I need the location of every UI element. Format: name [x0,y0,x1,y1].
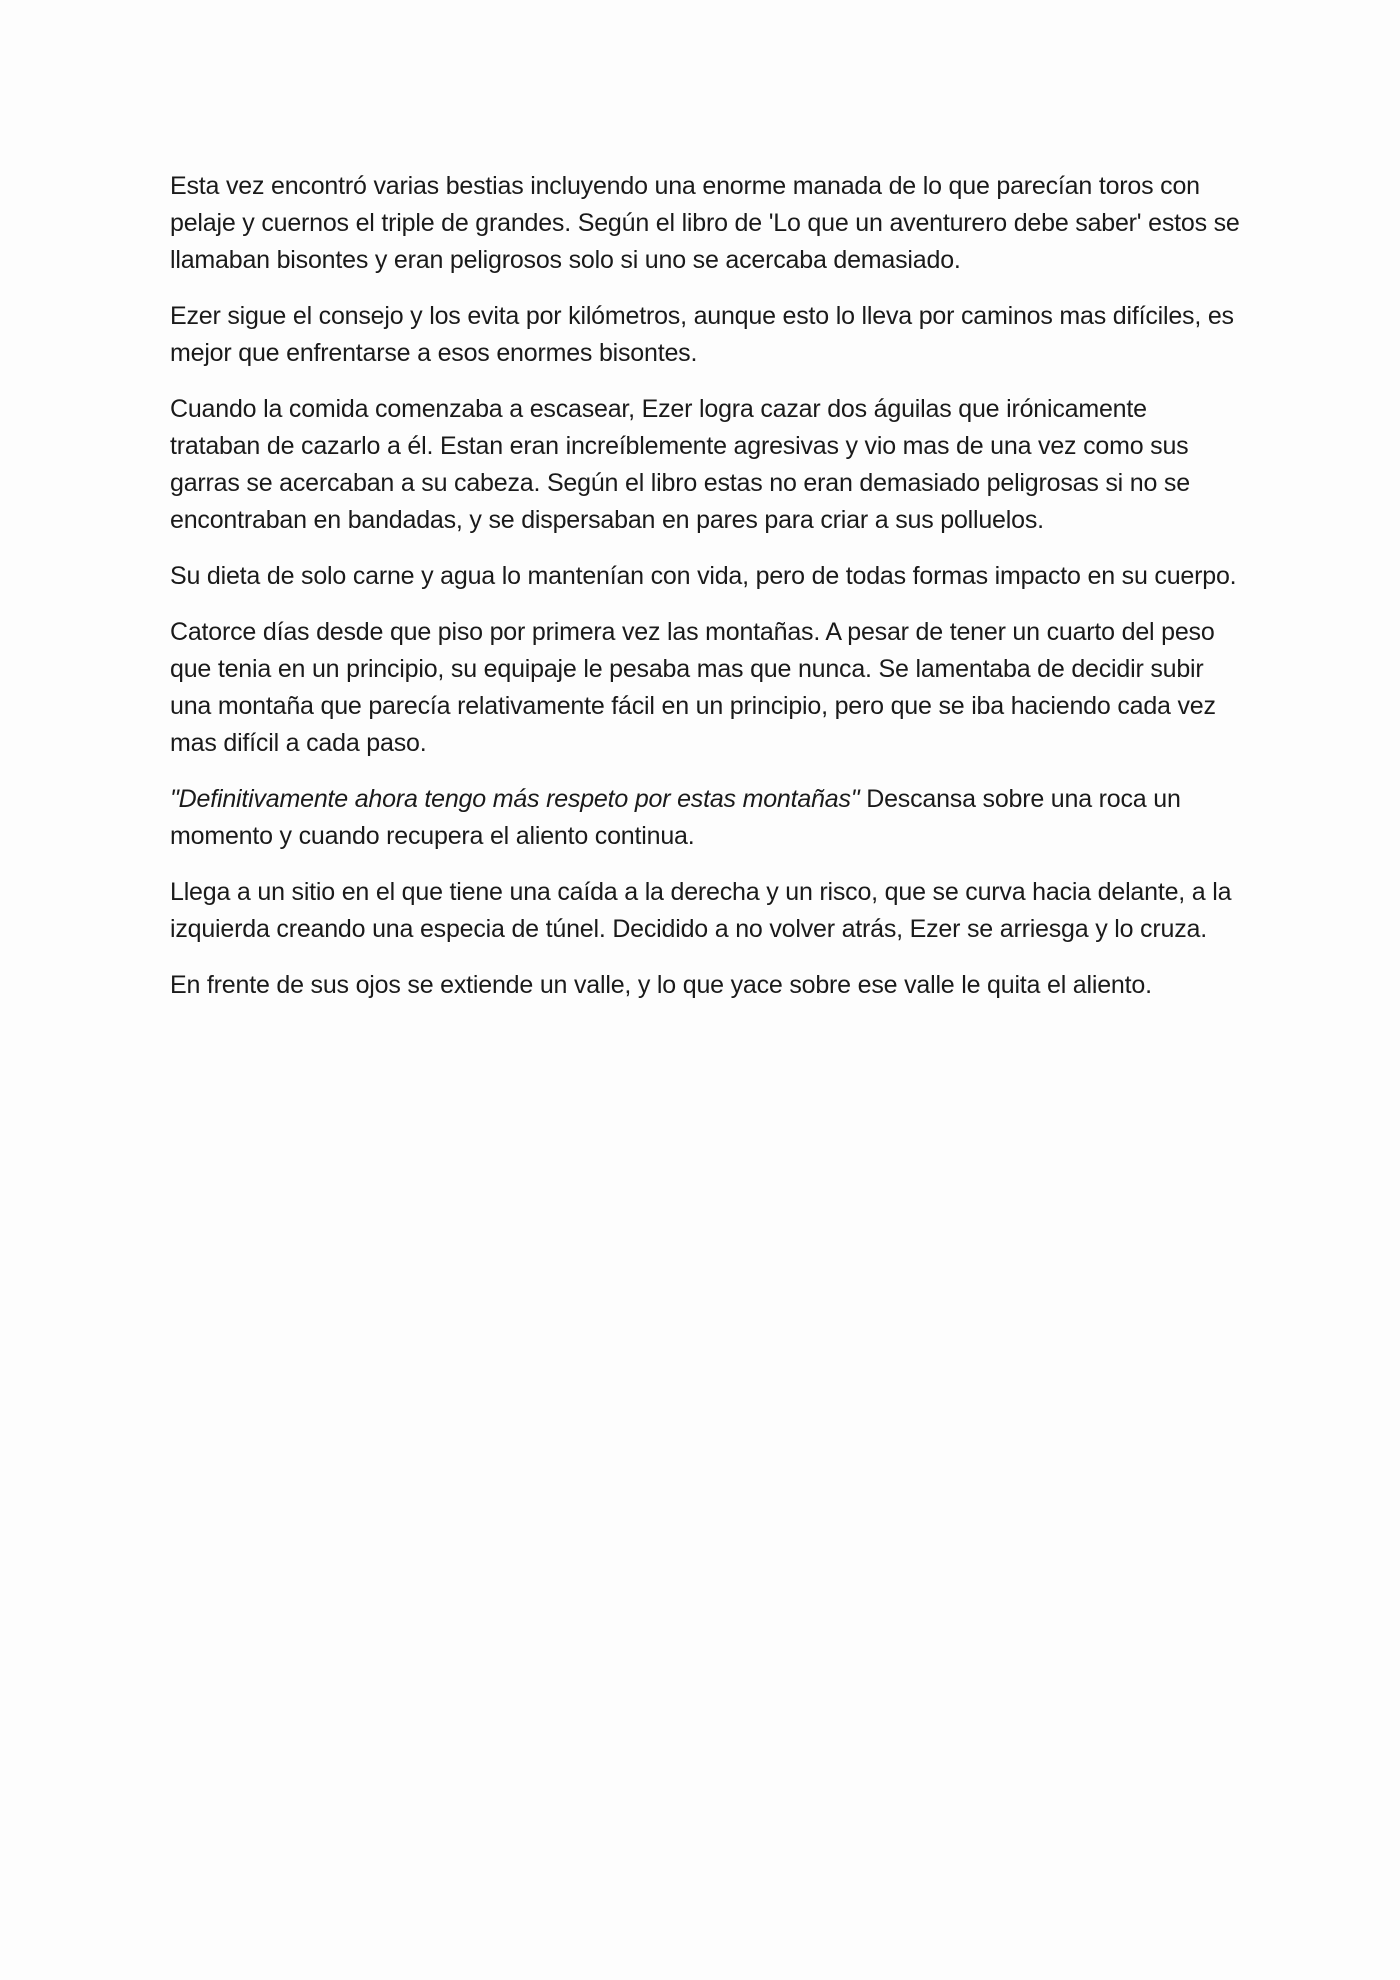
paragraph-valley: En frente de sus ojos se extiende un valle, y lo que yace sobre ese valle le quita el aliento. [170,971,1152,999]
document-body [170,168,1240,1023]
quote-continuation: Descansa sobre una roca un momento y cuando recupera el aliento continua. [170,785,1181,850]
paragraph-eagles: Cuando la comida comenzaba a escasear, Ezer logra cazar dos águilas que irónicamente trataban de cazarlo a él. Estan eran increíblemente agresivas y vio mas de una vez como sus garras se acercaban a su cabeza. Según el libro estas no eran demasiado peligrosas si no se encontraban en bandadas, y se dispersaban en pares para criar a sus polluelos. [170,395,1190,534]
quote-text: "Definitivamente ahora tengo más respeto por estas montañas" [170,785,860,813]
paragraph-fourteen-days: Catorce días desde que piso por primera vez las montañas. A pesar de tener un cuarto del peso que tenia en un principio, su equipaje le pesaba mas que nunca. Se lamentaba de decidir subir una montaña que parecía relativamente fácil en un principio, pero que se iba haciendo cada vez mas difícil a cada paso. [170,618,1216,757]
paragraph-advice: Ezer sigue el consejo y los evita por kilómetros, aunque esto lo lleva por caminos mas difíciles, es mejor que enfrentarse a esos enormes bisontes. [170,302,1234,367]
paragraph-bison: Esta vez encontró varias bestias incluyendo una enorme manada de lo que parecían toros con pelaje y cuernos el triple de grandes. Según el libro de 'Lo que un aventurero debe saber' estos se llamaban bisontes y eran peligrosos solo si uno se acercaba demasiado. [170,172,1240,274]
paragraph-quote [170,781,1240,855]
paragraph-tunnel: Llega a un sitio en el que tiene una caída a la derecha y un risco, que se curva hacia delante, a la izquierda creando una especia de túnel. Decidido a no volver atrás, Ezer se arriesga y lo cruza. [170,878,1232,943]
paragraph-diet: Su dieta de solo carne y agua lo mantenían con vida, pero de todas formas impacto en su cuerpo. [170,562,1237,590]
